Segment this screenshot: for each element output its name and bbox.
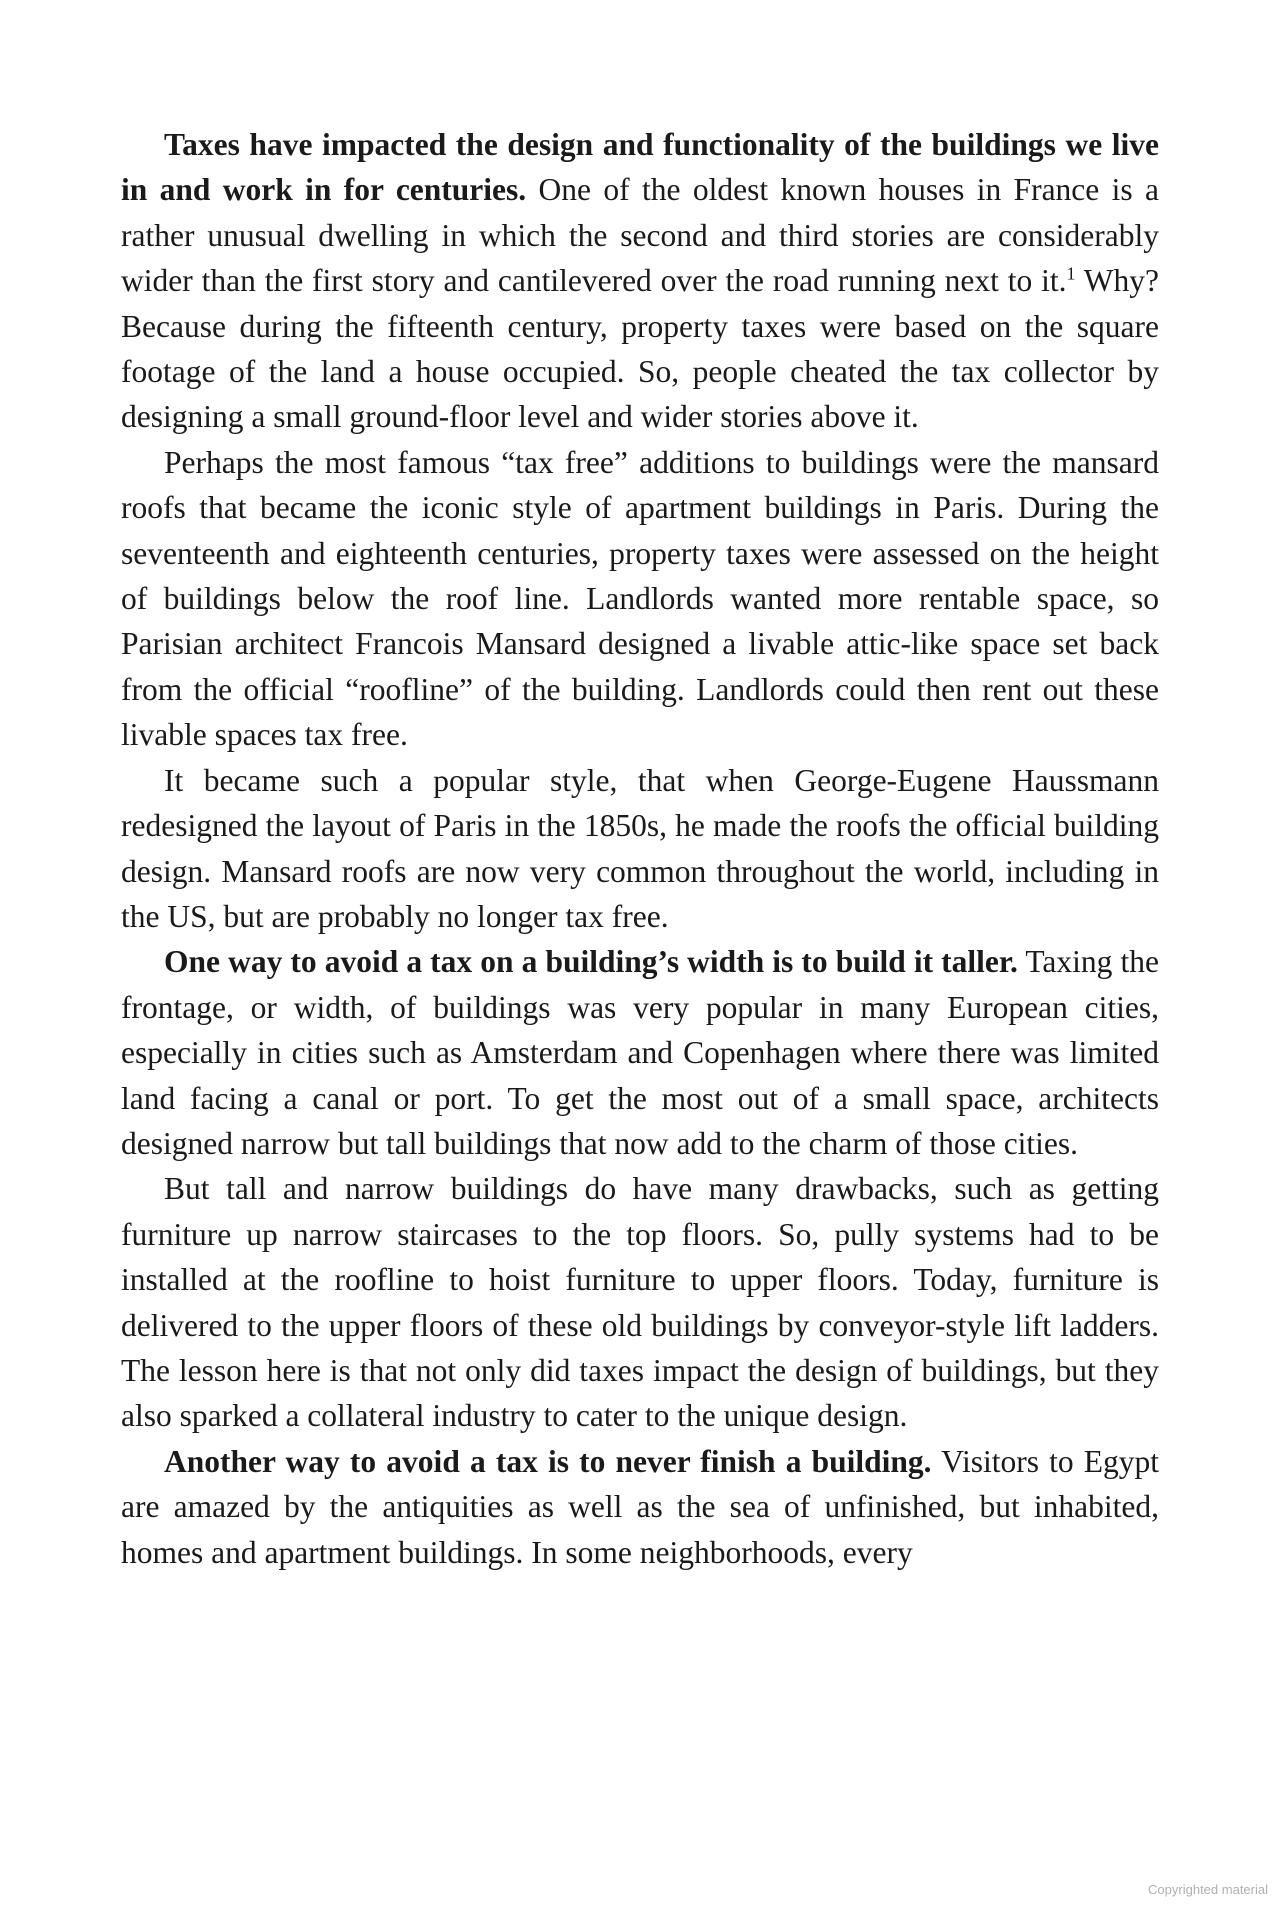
paragraph-text: Taxing the frontage, or width, of buildings was very popular in many European cities, especially in cities such as Amsterdam and Copenhagen where there was limited land facing a canal or port. To get the most out of a small space, architects designed narrow but tall buildings that now add to the charm of those cities. — [121, 944, 1159, 1161]
paragraph-6 — [121, 1439, 1159, 1575]
paragraph-text: It became such a popular style, that when George-Eugene Haussmann redesigned the layout of Paris in the 1850s, he made the roofs the official building design. Mansard roofs are now very common throughout the world, including in the US, but are probably no longer tax free. — [121, 762, 1159, 934]
lead-sentence: Taxes have impacted the design and functionality of the buildings we live in and work in for centuries. — [121, 127, 1159, 208]
paragraph-4 — [121, 939, 1159, 1166]
paragraph-2 — [121, 440, 1159, 758]
paragraph-5 — [121, 1166, 1159, 1438]
paragraph-3 — [121, 758, 1159, 940]
paragraph-text: Perhaps the most famous “tax free” additions to buildings were the mansard roofs that became the iconic style of apartment buildings in Paris. During the seventeenth and eighteenth centuries, property taxes were assessed on the height of buildings below the roof line. Landlords wanted more rentable space, so Parisian architect Francois Mansard designed a livable attic-like space set back from the official “roofline” of the building. Landlords could then rent out these livable spaces tax free. — [121, 444, 1159, 753]
paragraph-text: Visitors to Egypt are amazed by the antiquities as well as the sea of unfinished, but inhabited, homes and apartment buildings. In some neighborhoods, every — [121, 1443, 1159, 1570]
paragraph-text: But tall and narrow buildings do have many drawbacks, such as getting furniture up narrow staircases to the top floors. So, pully systems had to be installed at the roofline to hoist furniture to upper floors. Today, furniture is delivered to the upper floors of these old buildings by conveyor-style lift ladders. The lesson here is that not only did taxes impact the design of buildings, but they also sparked a collateral industry to cater to the unique design. — [121, 1171, 1159, 1434]
lead-sentence: Another way to avoid a tax is to never finish a building. — [164, 1443, 932, 1479]
page-body — [121, 122, 1159, 1575]
paragraph-1 — [121, 122, 1159, 440]
footnote-ref[interactable]: 1 — [1066, 263, 1076, 284]
paragraph-text: Why? Because during the fifteenth century, property taxes were based on the square footage of the land a house occupied. So, people cheated the tax collector by designing a small ground-floor level and wider stories above it. — [121, 263, 1159, 435]
paragraph-text: One of the oldest known houses in France is a rather unusual dwelling in which the second and third stories are considerably wider than the first story and cantilevered over the road running next to it. — [121, 172, 1159, 299]
lead-sentence: One way to avoid a tax on a building’s width is to build it taller. — [164, 944, 1018, 980]
copyright-watermark: Copyrighted material — [1148, 1882, 1268, 1897]
